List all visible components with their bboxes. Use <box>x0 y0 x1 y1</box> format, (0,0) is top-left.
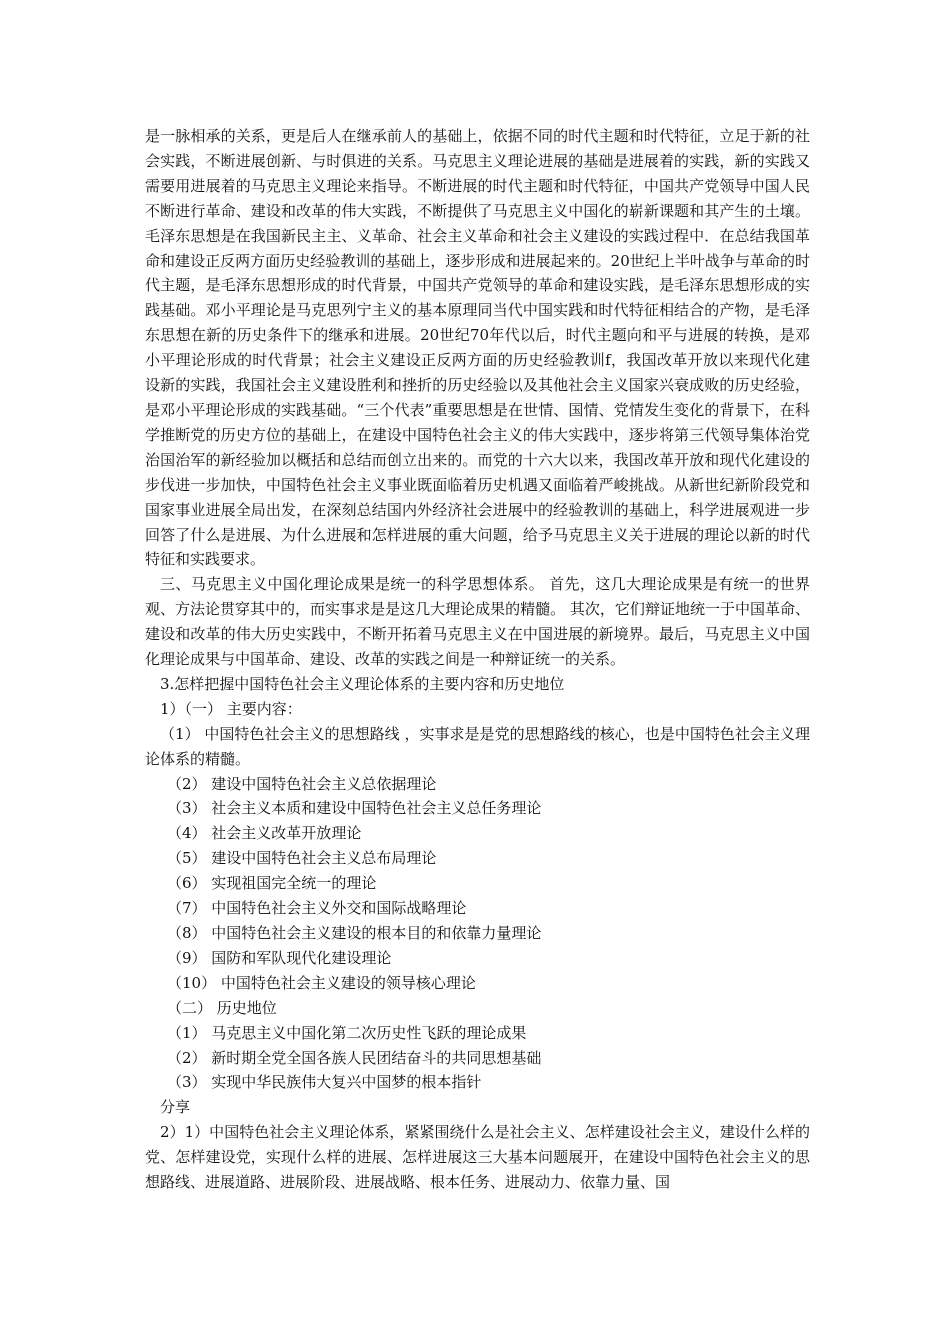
list-item: （1） 中国特色社会主义的思想路线 ，实事求是是党的思想路线的核心，也是中国特色社会主义理论体系的精髓。 <box>145 724 810 768</box>
list-item: （9） 国防和军队现代化建设理论 <box>167 948 392 967</box>
section-historical-status: （二） 历史地位 <box>167 998 277 1017</box>
list-item: （10） 中国特色社会主义建设的领导核心理论 <box>167 973 476 992</box>
list-item: （3） 实现中华民族伟大复兴中国梦的根本指针 <box>167 1073 482 1092</box>
list-item: （1） 马克思主义中国化第二次历史性飞跃的理论成果 <box>167 1023 527 1042</box>
list-item: （3） 社会主义本质和建设中国特色社会主义总任务理论 <box>167 799 542 818</box>
paragraph-unified-system: 三、马克思主义中国化理论成果是统一的科学思想体系。 首先，这几大理论成果是有统一的世界观、方法论贯穿其中的，而实事求是是这几大理论成果的精髓。 其次，它们辩证地统一于中国革命、建设和改革的伟大历史实践中，不断开拓着马克思主义在中国进展的新境界。最后，马克思主义中国化理论成果与中国革命、建设、改革的实践之间是一种辩证统一的关系。 <box>145 575 810 669</box>
list-item: （5） 建设中国特色社会主义总布局理论 <box>167 849 437 868</box>
list-item: （2） 新时期全党全国各族人民团结奋斗的共同思想基础 <box>167 1048 542 1067</box>
paragraph-theory-system: 2）1）中国特色社会主义理论体系，紧紧围绕什么是社会主义、怎样建设社会主义，建设什么样的党、怎样建设党，实现什么样的进展、怎样进展这三大基本问题展开，在建设中国特色社会主义的思想路线、进展道路、进展阶段、进展战略、根本任务、进展动力、依靠力量、国 <box>145 1123 810 1192</box>
list-item: （4） 社会主义改革开放理论 <box>167 824 362 843</box>
document-body <box>145 124 810 1195</box>
list-item: （2） 建设中国特色社会主义总依据理论 <box>167 774 437 793</box>
paragraph-theory-development: 是一脉相承的关系，更是后人在继承前人的基础上，依据不同的时代主题和时代特征，立足于新的社会实践，不断进展创新、与时俱进的关系。马克思主义理论进展的基础是进展着的实践，新的实践又需要用进展着的马克思主义理论来指导。不断进展的时代主题和时代特征，中国共产党领导中国人民不断进行革命、建设和改革的伟大实践，不断提供了马克思主义中国化的崭新课题和其产生的土壤。毛泽东思想是在我国新民主主、义革命、社会主义革命和社会主义建设的实践过程中．在总结我国革命和建设正反两方面历史经验教训的基础上，逐步形成和进展起来的。20世纪上半叶战争与革命的时代主题，是毛泽东思想形成的时代背景，中国共产党领导的革命和建设实践，是毛泽东思想形成的实践基础。邓小平理论是马克思列宁主义的基本原理同当代中国实践和时代特征相结合的产物，是毛泽东思想在新的历史条件下的继承和进展。20世纪70年代以后，时代主题向和平与进展的转换，是邓小平理论形成的时代背景；社会主义建设正反两方面的历史经验教训f，我国改革开放以来现代化建设新的实践，我国社会主义建设胜利和挫折的历史经验以及其他社会主义国家兴衰成败的历史经验，是邓小平理论形成的实践基础。“三个代表”重要思想是在世情、国情、党情发生变化的背景下，在科学推断党的历史方位的基础上，在建设中国特色社会主义的伟大实践中，逐步将第三代领导集体治党治国治军的新经验加以概括和总结而创立出来的。而党的十六大以来，我国改革开放和现代化建设的步伐进一步加快，中国特色社会主义事业既面临着历史机遇又面临着严峻挑战。从新世纪新阶段党和国家事业进展全局出发，在深刻总结国内外经济社会进展中的经验教训的基础上，科学进展观进一步回答了什么是进展、为什么进展和怎样进展的重大问题，给予马克思主义关于进展的理论以新的时代特征和实践要求。 <box>145 127 810 569</box>
question-heading: 3.怎样把握中国特色社会主义理论体系的主要内容和历史地位 <box>160 674 565 693</box>
section-main-content: 1）（一） 主要内容： <box>160 699 302 718</box>
list-item: （7） 中国特色社会主义外交和国际战略理论 <box>167 899 467 918</box>
list-item: （6） 实现祖国完全统一的理论 <box>167 874 377 893</box>
share-label: 分享 <box>160 1098 191 1117</box>
list-item: （8） 中国特色社会主义建设的根本目的和依靠力量理论 <box>167 924 542 942</box>
